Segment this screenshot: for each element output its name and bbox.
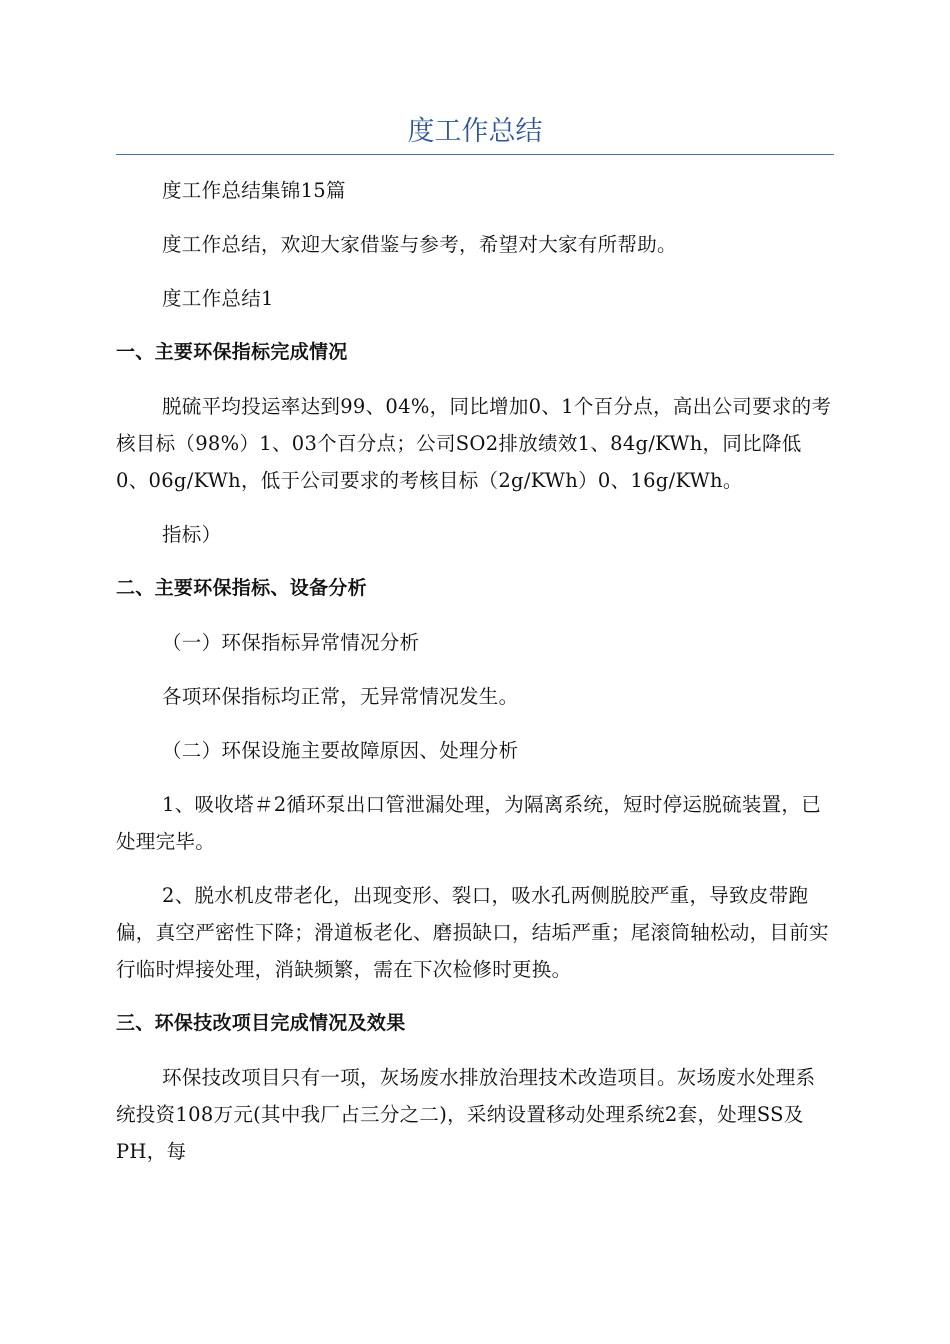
- paragraph-section-label: 度工作总结1: [162, 287, 274, 310]
- paragraph-anomaly-result: 各项环保指标均正常，无异常情况发生。: [162, 685, 519, 708]
- heading-section-2: 二、主要环保指标、设备分析: [116, 577, 367, 599]
- paragraph-fault-1: 1、吸收塔＃2循环泵出口管泄漏处理，为隔离系统，短时停运脱硫装置，已处理完毕。: [116, 793, 822, 853]
- paragraph-note: 指标）: [162, 523, 222, 546]
- heading-section-1: 一、主要环保指标完成情况: [116, 341, 348, 363]
- document-title: 度工作总结: [407, 116, 543, 147]
- subheading-faults: （二）环保设施主要故障原因、处理分析: [162, 739, 519, 762]
- paragraph-intro: 度工作总结，欢迎大家借鉴与参考，希望对大家有所帮助。: [162, 233, 677, 256]
- paragraph-fault-2: 2、脱水机皮带老化，出现变形、裂口，吸水孔两侧脱胶严重，导致皮带跑偏，真空严密性下降；滑道板老化、磨损缺口，结垢严重；尾滚筒轴松动，目前实行临时焊接处理，消缺频繁，需在下次检修时更换。: [116, 884, 829, 981]
- paragraph-subtitle: 度工作总结集锦15篇: [162, 179, 346, 202]
- paragraph-project: 环保技改项目只有一项，灰场废水排放治理技术改造项目。灰场废水处理系统投资108万元(其中我厂占三分之二)，采纳设置移动处理系统2套，处理SS及PH，每: [116, 1066, 816, 1163]
- title-underline: [116, 154, 834, 155]
- subheading-anomaly: （一）环保指标异常情况分析: [162, 631, 420, 654]
- heading-section-3: 三、环保技改项目完成情况及效果: [116, 1012, 406, 1034]
- paragraph-indicators: 脱硫平均投运率达到99、04%，同比增加0、1个百分点，高出公司要求的考核目标（98%）1、03个百分点；公司SO2排放绩效1、84g/KWh，同比降低0、06g/KWh，低于公司要求的考核目标（2g/KWh）0、16g/KWh。: [116, 395, 832, 492]
- document-body: [116, 172, 834, 1187]
